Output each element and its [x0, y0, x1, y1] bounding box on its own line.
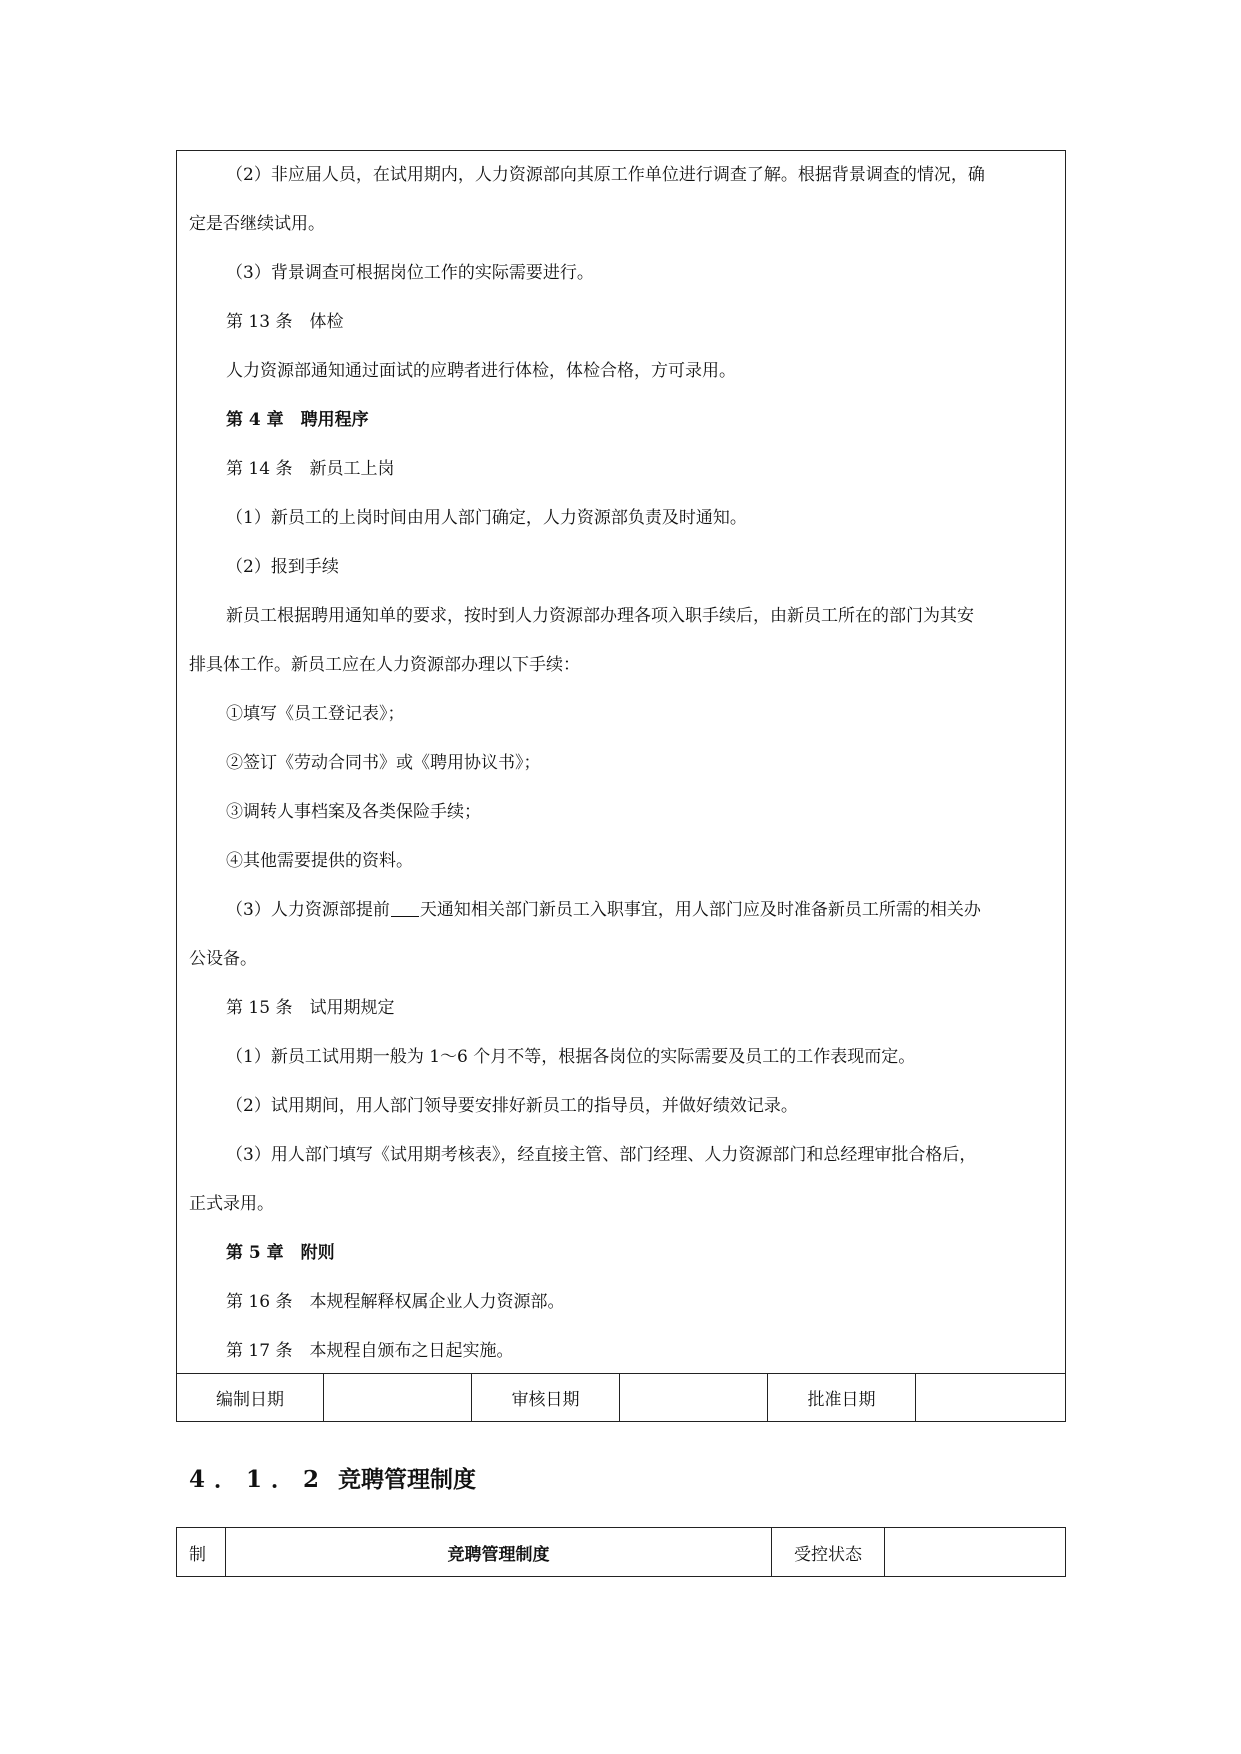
table2-title: 竞聘管理制度: [226, 1528, 772, 1576]
article-16: 第 16 条 本规程解释权属企业人力资源部。: [226, 1292, 565, 1312]
procedure-item: ②签订《劳动合同书》或《聘用协议书》；: [226, 753, 541, 773]
chapter-5-title: 第 5 章 附则: [226, 1243, 335, 1263]
section-heading: [189, 1461, 476, 1494]
fill-in-blank: [391, 902, 419, 917]
notice-line-before: （3）人力资源部提前: [226, 900, 390, 920]
body-line: （1）新员工试用期一般为 1～6 个月不等，根据各岗位的实际需要及员工的工作表现而定。: [226, 1047, 916, 1067]
body-line: （2）试用期间，用人部门领导要安排好新员工的指导员，并做好绩效记录。: [226, 1096, 798, 1116]
body-line: 公设备。: [189, 949, 257, 969]
notice-line: [226, 900, 981, 920]
approval-dates-row: [176, 1373, 1066, 1422]
controlled-status-label: 受控状态: [772, 1528, 885, 1576]
article-17: 第 17 条 本规程自颁布之日起实施。: [226, 1341, 514, 1361]
body-line: 正式录用。: [189, 1194, 274, 1214]
controlled-status-value: [885, 1528, 1065, 1576]
procedure-item: ④其他需要提供的资料。: [226, 851, 413, 871]
review-date-label: 审核日期: [472, 1374, 620, 1421]
body-line: 新员工根据聘用通知单的要求，按时到人力资源部办理各项入职手续后，由新员工所在的部门为其安: [226, 606, 974, 626]
chapter-4-title: 第 4 章 聘用程序: [226, 410, 369, 430]
body-line: （1）新员工的上岗时间由用人部门确定，人力资源部负责及时通知。: [226, 508, 747, 528]
article-15-title: 第 15 条 试用期规定: [226, 998, 395, 1018]
approve-date-label: 批准日期: [768, 1374, 916, 1421]
body-line: 排具体工作。新员工应在人力资源部办理以下手续：: [189, 655, 580, 675]
article-13-title: 第 13 条 体检: [226, 312, 344, 332]
body-line: 人力资源部通知通过面试的应聘者进行体检，体检合格，方可录用。: [226, 361, 736, 381]
body-line: （3）背景调查可根据岗位工作的实际需要进行。: [226, 263, 594, 283]
table2-col1: 制: [177, 1528, 226, 1576]
regulation-content-box: [176, 150, 1066, 1422]
section-title: 竞聘管理制度: [338, 1466, 477, 1493]
review-date-value: [620, 1374, 768, 1421]
body-line: 定是否继续试用。: [189, 214, 325, 234]
compile-date-value: [324, 1374, 472, 1421]
compile-date-label: 编制日期: [177, 1374, 324, 1421]
approve-date-value: [916, 1374, 1065, 1421]
article-14-title: 第 14 条 新员工上岗: [226, 459, 395, 479]
body-line: （2）报到手续: [226, 557, 339, 577]
procedure-item: ③调转人事档案及各类保险手续；: [226, 802, 481, 822]
body-line: （3）用人部门填写《试用期考核表》，经直接主管、部门经理、人力资源部门和总经理审批合格后，: [226, 1145, 977, 1165]
notice-line-after: 天通知相关部门新员工入职事宜，用人部门应及时准备新员工所需的相关办: [419, 900, 981, 920]
body-line: （2）非应届人员，在试用期内，人力资源部向其原工作单位进行调查了解。根据背景调查的情况，确: [226, 165, 985, 185]
section-number: 4．1．2: [189, 1466, 329, 1493]
procedure-item: ①填写《员工登记表》；: [226, 704, 405, 724]
competition-regulation-header-table: [176, 1527, 1066, 1577]
